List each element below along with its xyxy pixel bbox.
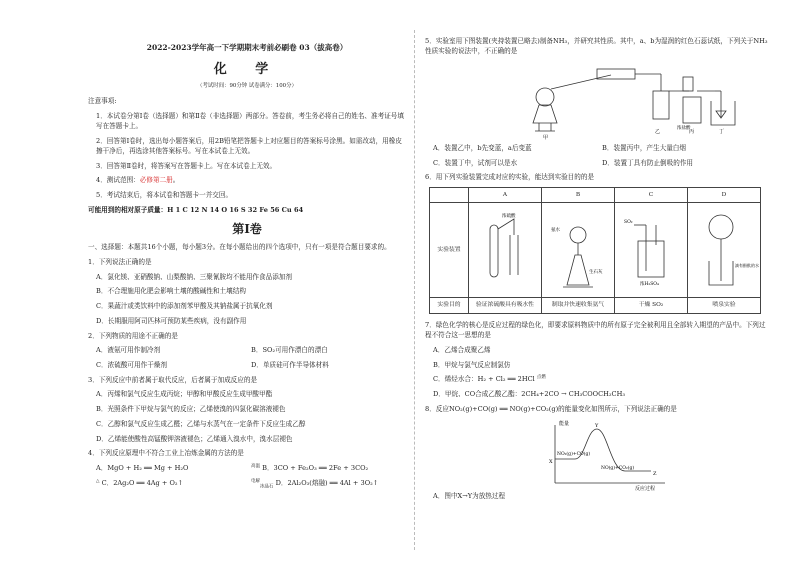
label-hcl: 浓盐酸 — [677, 125, 691, 131]
exam-title: 2022-2023学年高一下学期期末考前必刷卷 03（拔高卷） — [146, 43, 348, 52]
ammonia-generator-icon — [533, 75, 611, 131]
q6-goal-d: 喷泉实验 — [688, 298, 761, 314]
svg-text:滴有酚酞的水: 滴有酚酞的水 — [735, 263, 759, 269]
q5-option-d: D．装置丁具有防止倒吸的作用 — [602, 158, 694, 167]
q2-option-d: D．单质硅可作半导体材料 — [251, 360, 329, 369]
point-z-label: Z — [653, 470, 657, 477]
q6-header-a: A — [469, 188, 542, 203]
q6-apparatus-d — [688, 203, 761, 298]
q5-apparatus-figure — [425, 61, 771, 141]
notice-5: 5．考试结束后，将本试卷和答题卡一并交回。 — [96, 191, 233, 200]
q5-options-row-2 — [433, 158, 771, 168]
svg-text:SO₂: SO₂ — [624, 220, 633, 226]
notice-4: 4．测试范围：必修第二册。 — [96, 176, 180, 185]
right-column — [425, 36, 771, 505]
q2-option-b: B．SO₂可用作漂白的漂白 — [251, 346, 328, 355]
q5-option-b: B．装置丙中，产生大量白烟 — [602, 143, 686, 152]
volume-title: 第Ⅰ卷 — [232, 221, 262, 236]
q4-option-a: A．MgO + H₂ ══ Mg + H₂O — [96, 463, 189, 472]
q4-option-b: $^{高温}$ B．3CO + Fe₂O₃ ══ 2Fe + 3CO₂ — [251, 463, 369, 472]
svg-text:氨水: 氨水 — [551, 228, 560, 234]
beaker-icon — [711, 91, 735, 125]
q4-stem: 4．下列反应原理中不符合工业上冶炼金属的方法的是 — [88, 449, 244, 458]
reactants-label: NO₂(g)+CO(g) — [557, 451, 591, 457]
notice-3: 3．回答第Ⅱ卷时，将答案写在答题卡上。写在本试卷上无效。 — [96, 161, 277, 170]
q6-apparatus-c — [615, 203, 688, 298]
notice-heading: 注意事项: — [88, 97, 117, 106]
q5-option-a: A．装置乙中，b先变蓝，a后变蓝 — [433, 143, 532, 152]
q6-header-d: D — [688, 188, 761, 203]
notice-1: 1．本试卷分第Ⅰ卷（选择题）和第Ⅱ卷（非选择题）两部分。答卷前，考生务必将自己的姓名、准考证号填写在答题卡上。 — [96, 111, 404, 131]
q1-option-d: D．长期服用阿司匹林可预防某些疾病，没有副作用 — [96, 316, 247, 325]
q6-apparatus-a — [469, 203, 542, 298]
q4-option-c: △ C．2Ag₂O ══ 4Ag + O₂↑ — [96, 478, 184, 487]
q3-option-a: A．丙烯和氯气反应生成丙烷；甲醇和甲酸反应生成甲酸甲酯 — [96, 390, 273, 399]
q7-stem: 7．绿色化学的核心是反应过程的绿色化，即要求原料物质中的所有原子完全被利用且全部转入期望的产品中。下列过程不符合这一思想的是 — [425, 321, 766, 340]
svg-text:浓硫酸: 浓硫酸 — [502, 214, 516, 220]
test-scope: 必修第二册 — [139, 176, 173, 185]
label-yi: 乙 — [655, 128, 661, 135]
notice-2: 2．回答第Ⅰ卷时，选出每小题答案后，用2B铅笔把答题卡上对应题目的答案标号涂黑。如需改动，用橡皮擦干净后，再选涂其他答案标号。写在本试卷上无效。 — [96, 136, 402, 156]
energy-axis-label: 能量 — [559, 420, 570, 427]
point-x-label: X — [549, 458, 553, 465]
test-tube-icon — [470, 205, 540, 291]
exam-meta: （考试时间：90分钟 试卷满分：100分） — [197, 82, 297, 89]
atomic-masses: 可能用到的相对原子质量：H 1 C 12 N 14 O 16 S 32 Fe 56 Cu 64 — [88, 205, 304, 214]
svg-text:生石灰: 生石灰 — [589, 270, 603, 276]
q6-experiment-table — [429, 187, 761, 314]
gas-wash-bottle-icon — [616, 205, 686, 291]
q5-options-row-1 — [433, 143, 771, 153]
q4-options-row-2 — [96, 478, 406, 491]
q5-stem: 5．实验室用下图装置(夹持装置已略去)制备NH₃，并研究其性质。其中，a、b为湿润的红色石蕊试纸，下列关于NH₃性质实验的说法中，不正确的是 — [425, 37, 768, 56]
q6-apparatus-b — [542, 203, 615, 298]
q2-option-a: A．液氨可用作制冷剂 — [96, 346, 161, 355]
q2-options-row-1 — [96, 345, 406, 355]
q3-option-c: C．乙醇和氯气反应生成乙醛；乙烯与水蒸气在一定条件下反应生成乙醇 — [96, 419, 306, 428]
q6-header-row — [430, 188, 761, 203]
q8-stem: 8．反应NO₂(g)+CO(g) ══ NO(g)+CO₂(g)的能量变化如图所示，下列说法正确的是 — [425, 404, 677, 413]
q6-goal-c: 干燥 SO₂ — [615, 298, 688, 314]
drying-tube-icon — [597, 69, 669, 119]
q7-option-b: B．甲烷与氯气反应制氯仿 — [433, 360, 511, 369]
q3-option-d: D．乙烯能使酸性高锰酸钾溶液褪色；乙烯通入溴水中，溴水层褪色 — [96, 434, 293, 443]
q8-energy-diagram — [425, 419, 771, 491]
q6-goal-label: 实验目的 — [430, 298, 469, 314]
q3-option-b: B．光照条件下甲烷与氯气的反应；乙烯使溴的四氯化碳溶液褪色 — [96, 405, 286, 414]
q2-option-c: C．浓硫酸可用作干燥剂 — [96, 360, 167, 369]
q6-goal-row — [430, 298, 761, 314]
label-jia: 甲 — [543, 134, 549, 141]
q5-option-c: C．装置丁中，试剂可以是水 — [433, 158, 518, 167]
q4-option-d: $^{电解}_{冰晶石}$ D．2Al₂O₃(熔融) ══ 4Al + 3O₂↑ — [251, 478, 379, 490]
q4-options-row-1 — [96, 463, 406, 473]
q7-option-c: C．烯烃水合：H₂ + Cl₂ ══ 2HCl $^{点燃}$ — [433, 375, 546, 384]
q1-option-b: B．不合理施用化肥会影响土壤的酸碱性和土壤结构 — [96, 287, 246, 296]
q7-option-a: A．乙烯合成聚乙烯 — [433, 346, 491, 355]
q8-option-a: A．图中X→Y为放热过程 — [433, 491, 506, 500]
svg-text:浓H₂SO₄: 浓H₂SO₄ — [640, 282, 659, 288]
process-axis-label: 反应过程 — [635, 485, 656, 491]
q6-goal-a: 验证浓硫酸具有吸水性 — [469, 298, 542, 314]
products-label: NO(g)+CO₂(g) — [601, 465, 635, 471]
subject-title: 化 学 — [213, 61, 281, 77]
q6-apparatus-label: 实验装置 — [430, 203, 469, 298]
q3-stem: 3．下列反应中前者属于取代反应，后者属于加成反应的是 — [88, 375, 258, 384]
q6-goal-b: 制取并快速收集氨气 — [542, 298, 615, 314]
q7-option-d: D．甲烷、CO合成乙酸乙酯：2CH₄+2CO → CH₃COOCH₂CH₃ — [433, 390, 625, 399]
point-y-label: Y — [595, 422, 599, 429]
label-ding: 丁 — [719, 128, 725, 135]
fountain-flask-icon — [689, 205, 759, 291]
q2-stem: 2．下列物质的用途不正确的是 — [88, 331, 178, 340]
q1-option-a: A．氯化镁、亚硝酸钠、山梨酸钠、三聚氰胺均不能用作食品添加剂 — [96, 272, 292, 281]
q2-options-row-2 — [96, 360, 406, 370]
q1-option-c: C．果蔬汁或类饮料中的添加剂苯甲酸及其钠盐属于抗氧化剂 — [96, 302, 273, 311]
q1-stem: 1．下列说法正确的是 — [88, 257, 152, 266]
q6-header-blank — [430, 188, 469, 203]
column-divider — [414, 30, 415, 550]
q6-apparatus-row — [430, 203, 761, 298]
flask-icon — [543, 205, 613, 291]
label-bing: 丙 — [689, 128, 695, 135]
q6-header-b: B — [542, 188, 615, 203]
section-instructions: 一、选择题：本题共16个小题，每小题3分。在每小题给出的四个选项中，只有一项是符合题目要求的。 — [88, 243, 391, 252]
left-column — [88, 36, 406, 495]
q6-stem: 6．用下列实验装置完成对应的实验，能达到实验目的的是 — [425, 173, 595, 182]
q6-header-c: C — [615, 188, 688, 203]
gas-bottle-icon — [669, 77, 715, 123]
